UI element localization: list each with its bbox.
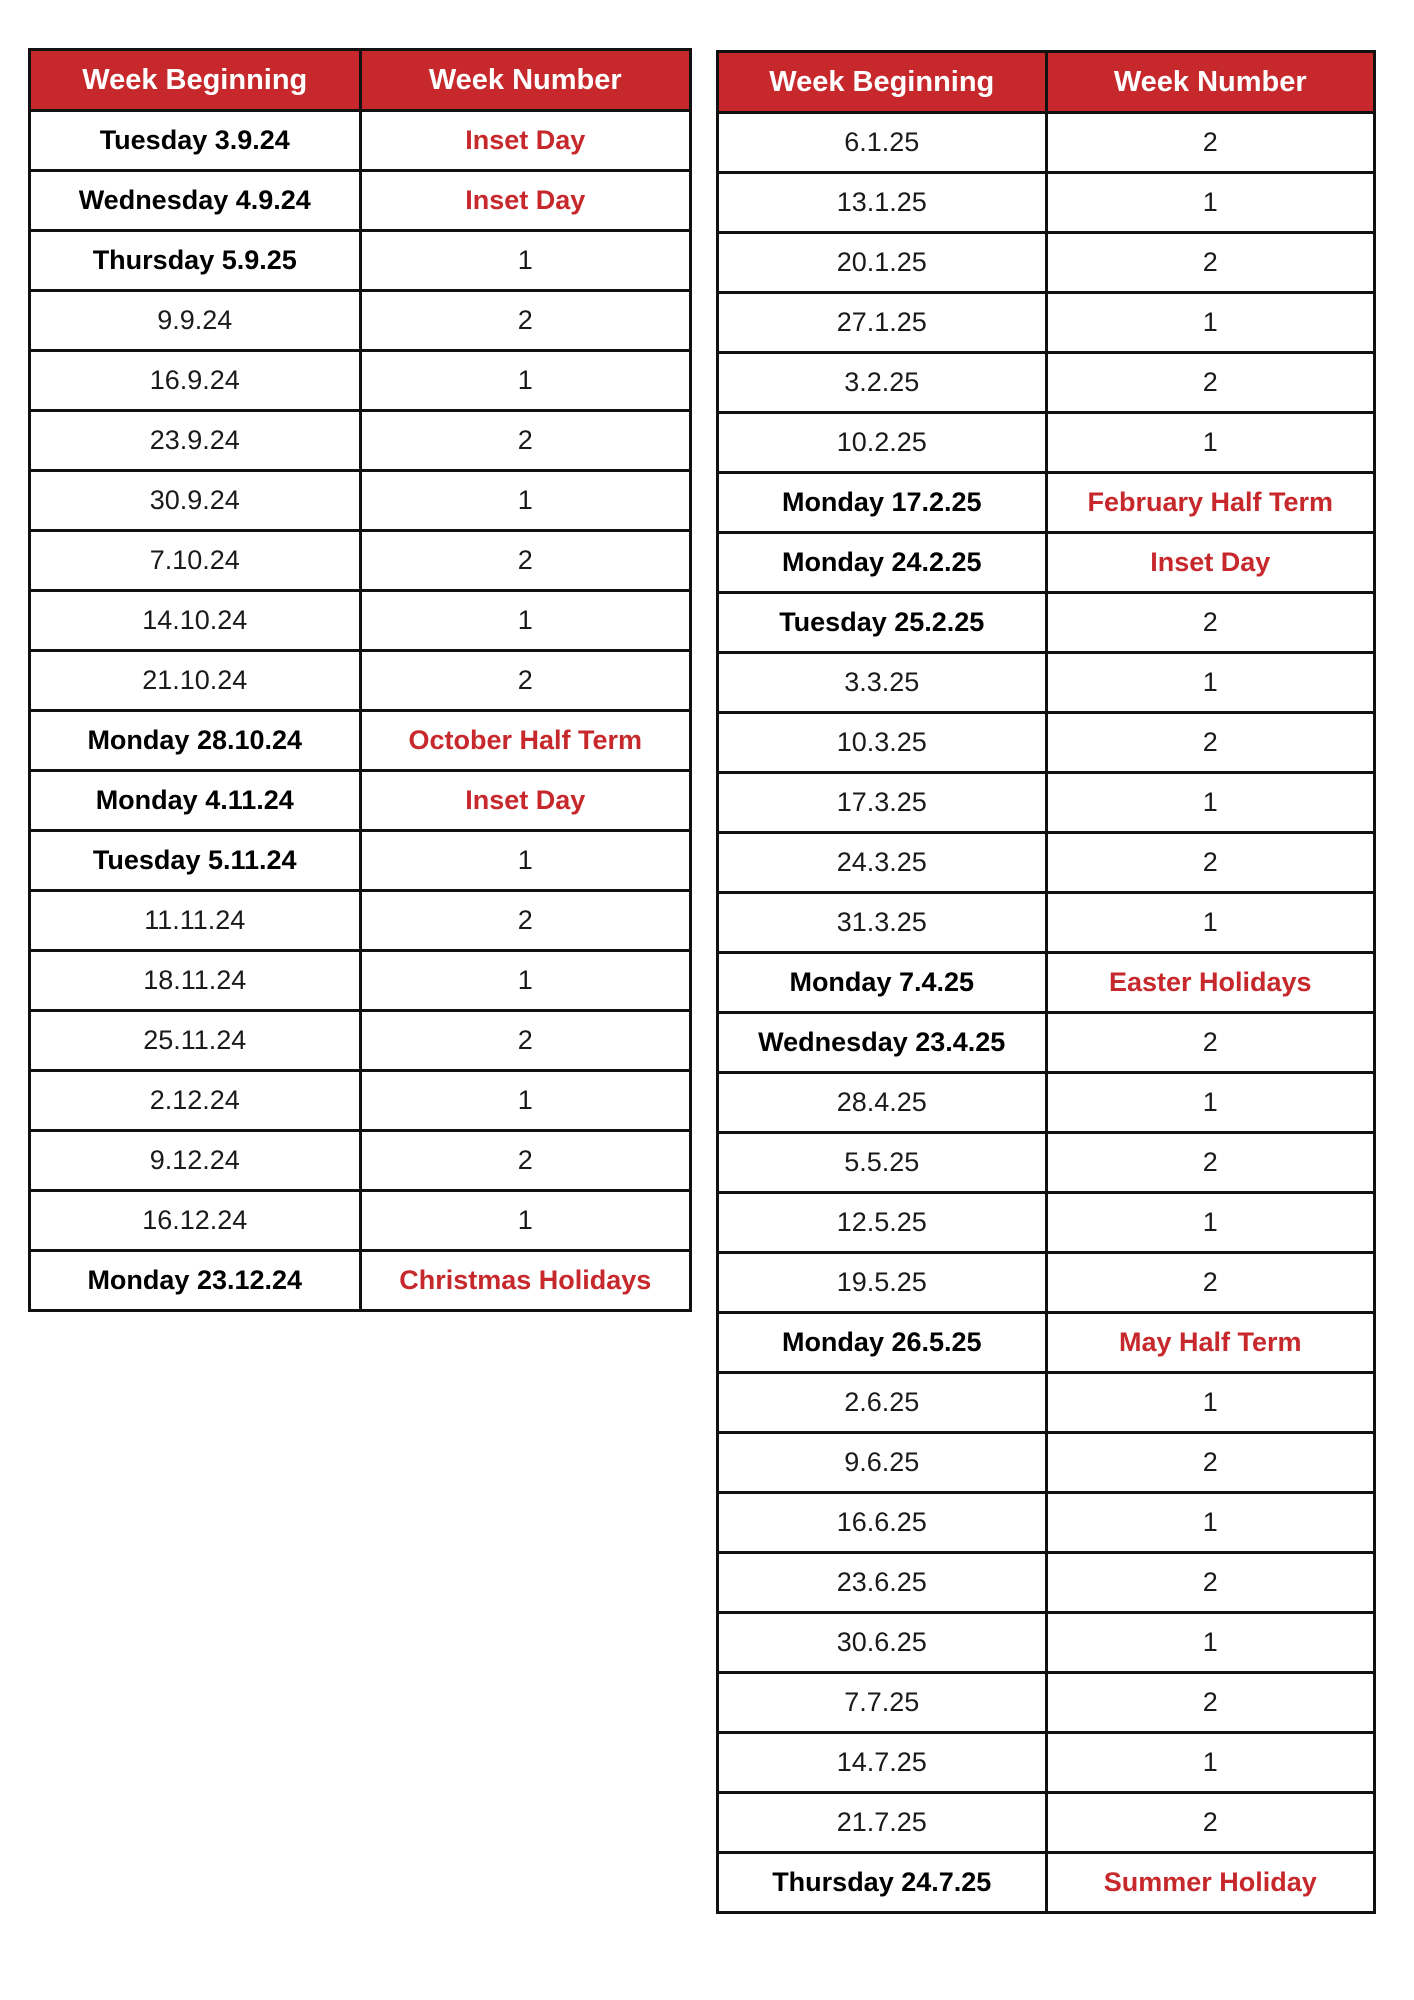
week-number-cell: 1	[360, 351, 691, 411]
week-beginning-cell: 21.10.24	[30, 651, 361, 711]
table-row	[718, 173, 1375, 233]
week-number-cell: 1	[1046, 1373, 1375, 1433]
week-number-cell: 2	[1046, 1553, 1375, 1613]
table-row	[30, 531, 691, 591]
week-number-cell: 2	[1046, 833, 1375, 893]
table-row	[30, 1251, 691, 1311]
week-beginning-cell: Thursday 5.9.25	[30, 231, 361, 291]
table-row	[30, 291, 691, 351]
table-row	[718, 1253, 1375, 1313]
event-label-cell: Inset Day	[360, 771, 691, 831]
week-number-cell: 2	[360, 411, 691, 471]
week-number-cell: 1	[360, 1071, 691, 1131]
week-beginning-cell: Monday 23.12.24	[30, 1251, 361, 1311]
week-beginning-cell: Tuesday 3.9.24	[30, 111, 361, 171]
week-number-cell: 1	[360, 951, 691, 1011]
week-number-cell: 1	[1046, 893, 1375, 953]
table-row	[718, 1493, 1375, 1553]
week-number-cell: 1	[1046, 1073, 1375, 1133]
week-beginning-cell: 16.9.24	[30, 351, 361, 411]
table-row	[718, 353, 1375, 413]
week-beginning-cell: 23.6.25	[718, 1553, 1047, 1613]
week-beginning-cell: 7.10.24	[30, 531, 361, 591]
spring-summer-term-table	[716, 50, 1376, 1914]
week-number-cell: 2	[1046, 593, 1375, 653]
week-number-cell: 2	[1046, 113, 1375, 173]
event-label-cell: Inset Day	[360, 171, 691, 231]
week-beginning-cell: Tuesday 5.11.24	[30, 831, 361, 891]
table-row	[718, 1193, 1375, 1253]
table-row	[718, 1013, 1375, 1073]
table-row	[30, 351, 691, 411]
week-beginning-cell: 20.1.25	[718, 233, 1047, 293]
table-row	[718, 1553, 1375, 1613]
event-label-cell: Christmas Holidays	[360, 1251, 691, 1311]
table-row	[718, 833, 1375, 893]
table-row	[30, 1011, 691, 1071]
table-row	[718, 593, 1375, 653]
event-label-cell: May Half Term	[1046, 1313, 1375, 1373]
week-number-cell: 1	[360, 231, 691, 291]
week-number-cell: 1	[1046, 1733, 1375, 1793]
week-number-cell: 1	[1046, 1493, 1375, 1553]
week-number-cell: 2	[1046, 233, 1375, 293]
table-row	[30, 471, 691, 531]
week-beginning-cell: 16.12.24	[30, 1191, 361, 1251]
week-number-cell: 2	[360, 1131, 691, 1191]
table-row	[718, 1613, 1375, 1673]
event-label-cell: October Half Term	[360, 711, 691, 771]
table-row	[30, 951, 691, 1011]
table-row	[30, 231, 691, 291]
table-row	[30, 831, 691, 891]
table-row	[718, 1673, 1375, 1733]
week-number-cell: 1	[1046, 1193, 1375, 1253]
week-number-cell: 2	[360, 651, 691, 711]
week-number-cell: 1	[1046, 293, 1375, 353]
week-beginning-cell: 10.3.25	[718, 713, 1047, 773]
week-beginning-cell: Monday 28.10.24	[30, 711, 361, 771]
week-number-cell: 1	[1046, 653, 1375, 713]
week-number-cell: 2	[1046, 1133, 1375, 1193]
week-beginning-cell: Thursday 24.7.25	[718, 1853, 1047, 1913]
week-number-cell: 2	[1046, 1013, 1375, 1073]
week-beginning-cell: 9.6.25	[718, 1433, 1047, 1493]
header-week-beginning: Week Beginning	[718, 52, 1047, 113]
week-beginning-cell: 27.1.25	[718, 293, 1047, 353]
week-beginning-cell: 13.1.25	[718, 173, 1047, 233]
week-number-cell: 1	[1046, 173, 1375, 233]
week-beginning-cell: 7.7.25	[718, 1673, 1047, 1733]
week-number-cell: 1	[1046, 413, 1375, 473]
week-beginning-cell: 6.1.25	[718, 113, 1047, 173]
event-label-cell: Easter Holidays	[1046, 953, 1375, 1013]
table-row	[718, 1073, 1375, 1133]
table-row	[718, 653, 1375, 713]
week-beginning-cell: 31.3.25	[718, 893, 1047, 953]
week-beginning-cell: Wednesday 4.9.24	[30, 171, 361, 231]
week-beginning-cell: 9.9.24	[30, 291, 361, 351]
table-row	[30, 1071, 691, 1131]
week-number-cell: 1	[1046, 773, 1375, 833]
week-beginning-cell: 24.3.25	[718, 833, 1047, 893]
table-row	[718, 1373, 1375, 1433]
table-row	[30, 1191, 691, 1251]
event-label-cell: February Half Term	[1046, 473, 1375, 533]
week-beginning-cell: Monday 7.4.25	[718, 953, 1047, 1013]
table-row	[718, 413, 1375, 473]
event-label-cell: Inset Day	[1046, 533, 1375, 593]
week-beginning-cell: 17.3.25	[718, 773, 1047, 833]
week-beginning-cell: Wednesday 23.4.25	[718, 1013, 1047, 1073]
week-beginning-cell: Monday 24.2.25	[718, 533, 1047, 593]
week-beginning-cell: 12.5.25	[718, 1193, 1047, 1253]
event-label-cell: Inset Day	[360, 111, 691, 171]
autumn-term-rows	[30, 111, 691, 1311]
week-beginning-cell: Monday 4.11.24	[30, 771, 361, 831]
week-number-cell: 2	[360, 1011, 691, 1071]
table-row	[30, 651, 691, 711]
week-number-cell: 2	[1046, 1793, 1375, 1853]
week-beginning-cell: 14.7.25	[718, 1733, 1047, 1793]
week-number-cell: 2	[1046, 1253, 1375, 1313]
table-row	[718, 533, 1375, 593]
week-beginning-cell: 18.11.24	[30, 951, 361, 1011]
table-row	[718, 1133, 1375, 1193]
week-beginning-cell: Monday 26.5.25	[718, 1313, 1047, 1373]
week-number-cell: 2	[1046, 1673, 1375, 1733]
table-row	[718, 953, 1375, 1013]
table-row	[30, 591, 691, 651]
table-row	[718, 1313, 1375, 1373]
table-row	[718, 233, 1375, 293]
table-row	[30, 111, 691, 171]
week-number-cell: 1	[360, 591, 691, 651]
table-row	[30, 411, 691, 471]
table-row	[30, 771, 691, 831]
week-beginning-cell: 23.9.24	[30, 411, 361, 471]
week-beginning-cell: 25.11.24	[30, 1011, 361, 1071]
table-row	[718, 1433, 1375, 1493]
week-number-cell: 2	[360, 291, 691, 351]
header-week-number: Week Number	[1046, 52, 1375, 113]
week-number-cell: 1	[360, 471, 691, 531]
table-row	[30, 891, 691, 951]
table-row	[718, 113, 1375, 173]
header-row	[718, 52, 1375, 113]
week-beginning-cell: 3.3.25	[718, 653, 1047, 713]
autumn-term-table	[28, 48, 692, 1312]
table-row	[718, 293, 1375, 353]
table-row	[30, 171, 691, 231]
week-number-cell: 2	[1046, 1433, 1375, 1493]
table-row	[718, 1733, 1375, 1793]
header-week-beginning: Week Beginning	[30, 50, 361, 111]
week-number-cell: 1	[1046, 1613, 1375, 1673]
week-beginning-cell: 21.7.25	[718, 1793, 1047, 1853]
week-beginning-cell: 30.6.25	[718, 1613, 1047, 1673]
week-beginning-cell: 16.6.25	[718, 1493, 1047, 1553]
week-beginning-cell: 2.12.24	[30, 1071, 361, 1131]
week-number-cell: 2	[360, 531, 691, 591]
table-row	[30, 1131, 691, 1191]
week-beginning-cell: Monday 17.2.25	[718, 473, 1047, 533]
week-number-cell: 2	[1046, 713, 1375, 773]
week-number-cell: 1	[360, 831, 691, 891]
week-number-cell: 1	[360, 1191, 691, 1251]
week-beginning-cell: 11.11.24	[30, 891, 361, 951]
week-beginning-cell: 9.12.24	[30, 1131, 361, 1191]
header-row	[30, 50, 691, 111]
week-number-cell: 2	[360, 891, 691, 951]
table-row	[718, 1793, 1375, 1853]
table-row	[718, 773, 1375, 833]
table-row	[718, 893, 1375, 953]
week-beginning-cell: 5.5.25	[718, 1133, 1047, 1193]
spring-summer-term-rows	[718, 113, 1375, 1913]
event-label-cell: Summer Holiday	[1046, 1853, 1375, 1913]
week-beginning-cell: 19.5.25	[718, 1253, 1047, 1313]
week-number-cell: 2	[1046, 353, 1375, 413]
week-beginning-cell: 14.10.24	[30, 591, 361, 651]
week-beginning-cell: 10.2.25	[718, 413, 1047, 473]
header-week-number: Week Number	[360, 50, 691, 111]
week-beginning-cell: 3.2.25	[718, 353, 1047, 413]
table-row	[718, 473, 1375, 533]
week-beginning-cell: 2.6.25	[718, 1373, 1047, 1433]
week-beginning-cell: Tuesday 25.2.25	[718, 593, 1047, 653]
table-row	[718, 713, 1375, 773]
week-beginning-cell: 30.9.24	[30, 471, 361, 531]
table-row	[30, 711, 691, 771]
table-row	[718, 1853, 1375, 1913]
week-beginning-cell: 28.4.25	[718, 1073, 1047, 1133]
